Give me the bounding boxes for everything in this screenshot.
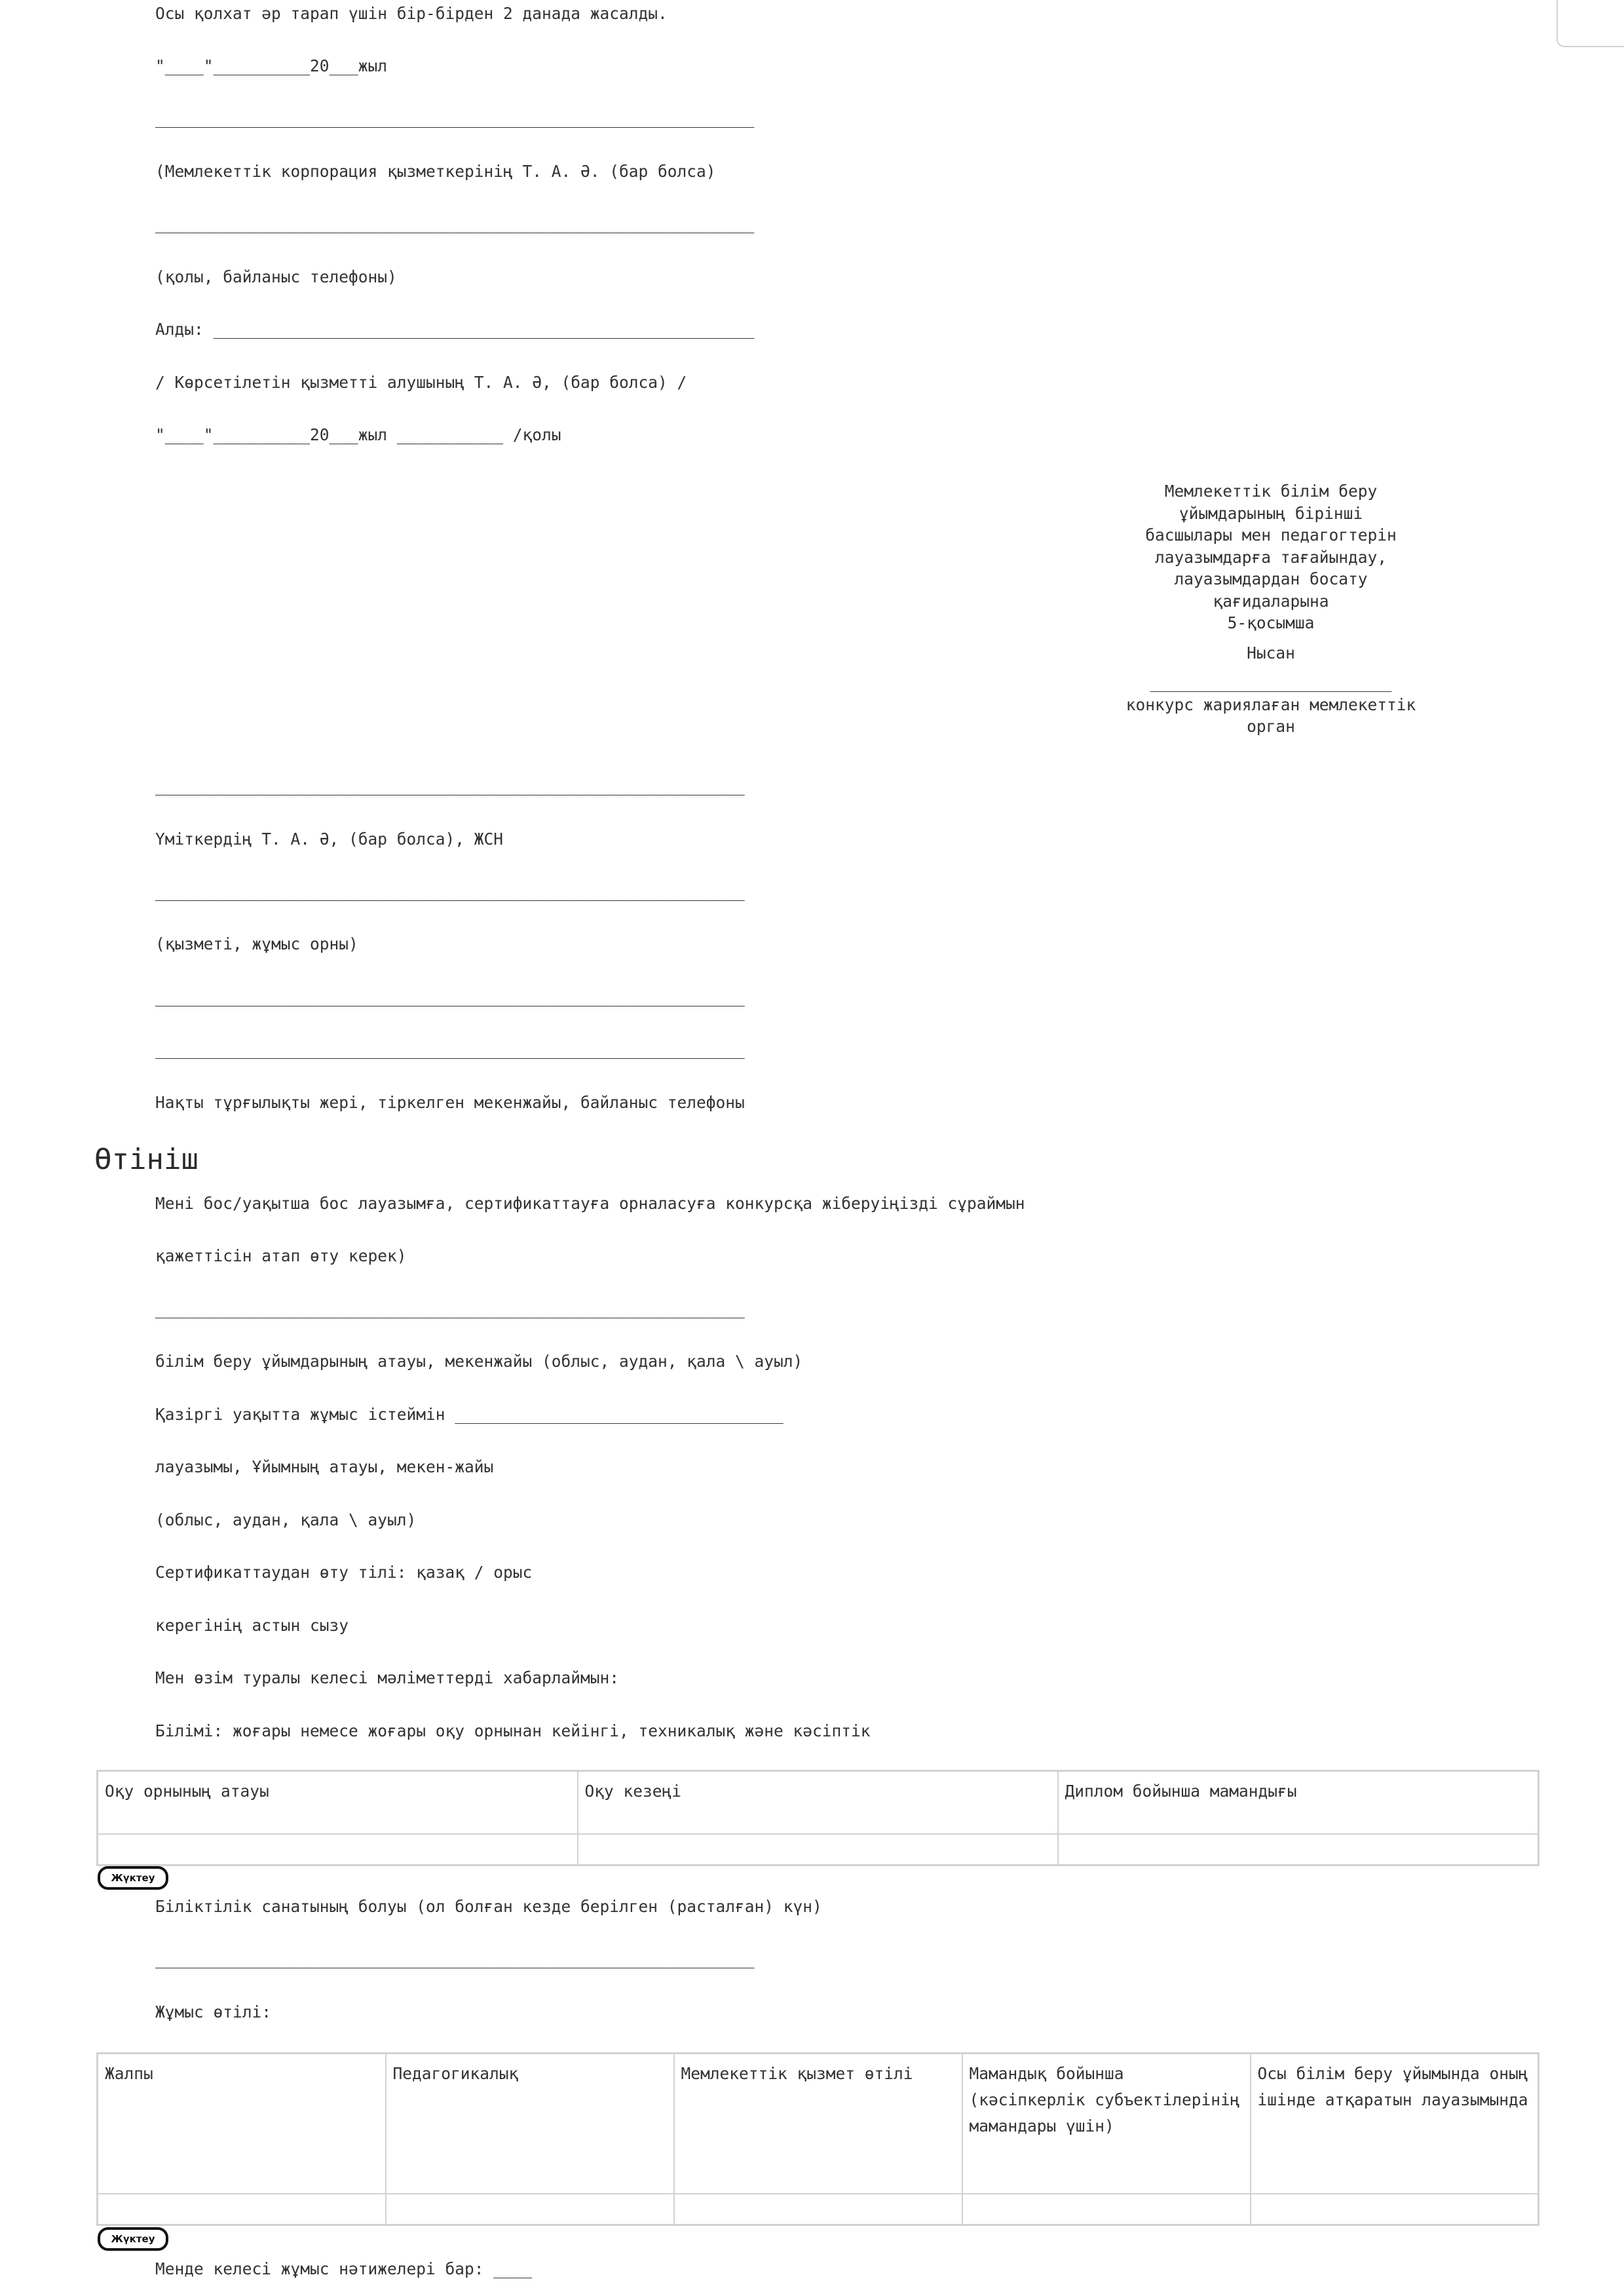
annex-line: басшылары мен педагогтерін <box>1145 526 1397 545</box>
organ-caption: орган <box>1247 717 1295 736</box>
recipient-name-caption: / Көрсетілетін қызметті алушының Т. А. Ә, (бар болса) / <box>155 373 687 392</box>
underline-needed: керегінің астын сызу <box>155 1616 349 1635</box>
report-info: Мен өзім туралы келесі мәліметтерді хабарлаймын: <box>155 1668 620 1687</box>
annex-block <box>1101 480 1441 738</box>
education-line: Білімі: жоғары немесе жоғары оқу орнынан кейінгі, техникалық және кәсіптік <box>155 1721 871 1740</box>
corner-tab <box>1557 0 1624 47</box>
applicant-underline: _____________________________________________________________ <box>155 882 745 901</box>
table-cell[interactable] <box>962 2194 1251 2225</box>
table-header-cell: Диплом бойынша мамандығы <box>1058 1771 1539 1834</box>
annex-line: ұйымдарының бірінші <box>1179 503 1363 523</box>
applicant-name-caption: Үміткердің Т. А. Ә, (бар болса), ЖСН <box>155 830 504 849</box>
annex-line: лауазымдардан босату <box>1174 569 1368 588</box>
date-line: "____"__________20___жыл <box>155 56 388 75</box>
org-underline: _____________________________________________________________ <box>155 1299 745 1318</box>
applicant-underline: _____________________________________________________________ <box>155 987 745 1006</box>
table-header-row <box>98 1771 1539 1834</box>
table-row <box>98 1834 1539 1866</box>
signature-underline: ______________________________________________________________ <box>155 214 755 233</box>
region-caption: (облыс, аудан, қала \ ауыл) <box>155 1510 417 1529</box>
employee-name-caption: (Мемлекеттік корпорация қызметкерінің Т. А. Ә. (бар болса) <box>155 162 716 181</box>
table-cell[interactable] <box>386 2194 674 2225</box>
experience-table <box>96 2052 1539 2226</box>
work-results-line: Менде келесі жұмыс нәтижелері бар: ____ <box>155 2259 533 2278</box>
statement-title: Өтініш <box>94 1143 198 1176</box>
annex-line: қағидаларына <box>1213 591 1329 611</box>
table-header-cell: Оқу кезеңі <box>578 1771 1058 1834</box>
signature-phone-caption: (қолы, байланыс телефоны) <box>155 267 397 286</box>
date-signature-line: "____"__________20___жыл ___________ /қолы <box>155 425 561 444</box>
organ-caption: конкурс жариялаған мемлекеттік <box>1125 695 1416 714</box>
table-header-cell: Мемлекеттік қызмет өтілі <box>674 2054 962 2194</box>
statement-request: Мені бос/уақытша бос лауазымға, сертификаттауға орналасуға конкурсқа жіберуіңізді сұраймын <box>155 1194 1025 1213</box>
upload-button[interactable]: Жүктеу <box>98 2227 168 2251</box>
current-job-line: Қазіргі уақытта жұмыс істеймін __________________________________ <box>155 1405 784 1424</box>
signature-underline: ______________________________________________________________ <box>155 109 755 128</box>
qualification-underline: ______________________________________________________________ <box>155 1949 755 1968</box>
position-caption: (қызметі, жұмыс орны) <box>155 934 358 953</box>
table-row <box>98 2194 1539 2225</box>
organ-underline: _________________________ <box>1150 673 1392 692</box>
table-cell[interactable] <box>1251 2194 1539 2225</box>
copies-note: Осы қолхат әр тарап үшін бір-бірден 2 данада жасалды. <box>155 4 668 23</box>
table-header-cell: Осы білім беру ұйымында оның ішінде атқаратын лауазымында <box>1251 2054 1539 2194</box>
upload-button[interactable]: Жүктеу <box>98 1866 168 1890</box>
table-cell[interactable] <box>98 2194 386 2225</box>
table-header-cell: Жалпы <box>98 2054 386 2194</box>
applicant-underline: _____________________________________________________________ <box>155 1040 745 1059</box>
table-header-cell: Мамандық бойынша (кәсіпкерлік субъектілерінің мамандары үшін) <box>962 2054 1251 2194</box>
annex-line: лауазымдарға тағайындау, <box>1154 547 1387 567</box>
annex-number: 5-қосымша <box>1227 613 1315 632</box>
statement-note: қажеттісін атап өту керек) <box>155 1246 407 1265</box>
education-table <box>96 1770 1539 1866</box>
table-header-cell: Оқу орнының атауы <box>98 1771 578 1834</box>
form-label: Нысан <box>1247 643 1295 662</box>
table-header-row <box>98 2054 1539 2194</box>
org-address-caption: білім беру ұйымдарының атауы, мекенжайы (облыс, аудан, қала \ ауыл) <box>155 1352 803 1371</box>
cert-language: Сертификаттаудан өту тілі: қазақ / орыс <box>155 1563 533 1582</box>
address-caption: Нақты тұрғылықты жері, тіркелген мекенжайы, байланыс телефоны <box>155 1093 745 1112</box>
table-cell[interactable] <box>98 1834 578 1866</box>
work-experience-label: Жұмыс өтілі: <box>155 2002 272 2021</box>
received-line: Алды: ________________________________________________________ <box>155 320 755 339</box>
position-org-caption: лауазымы, Ұйымның атауы, мекен-жайы <box>155 1457 494 1476</box>
table-cell[interactable] <box>674 2194 962 2225</box>
annex-line: Мемлекеттік білім беру <box>1164 482 1378 501</box>
qualification-line: Біліктілік санатының болуы (ол болған кезде берілген (расталған) күн) <box>155 1897 822 1916</box>
table-cell[interactable] <box>1058 1834 1539 1866</box>
table-header-cell: Педагогикалық <box>386 2054 674 2194</box>
applicant-underline: _____________________________________________________________ <box>155 776 745 795</box>
table-cell[interactable] <box>578 1834 1058 1866</box>
